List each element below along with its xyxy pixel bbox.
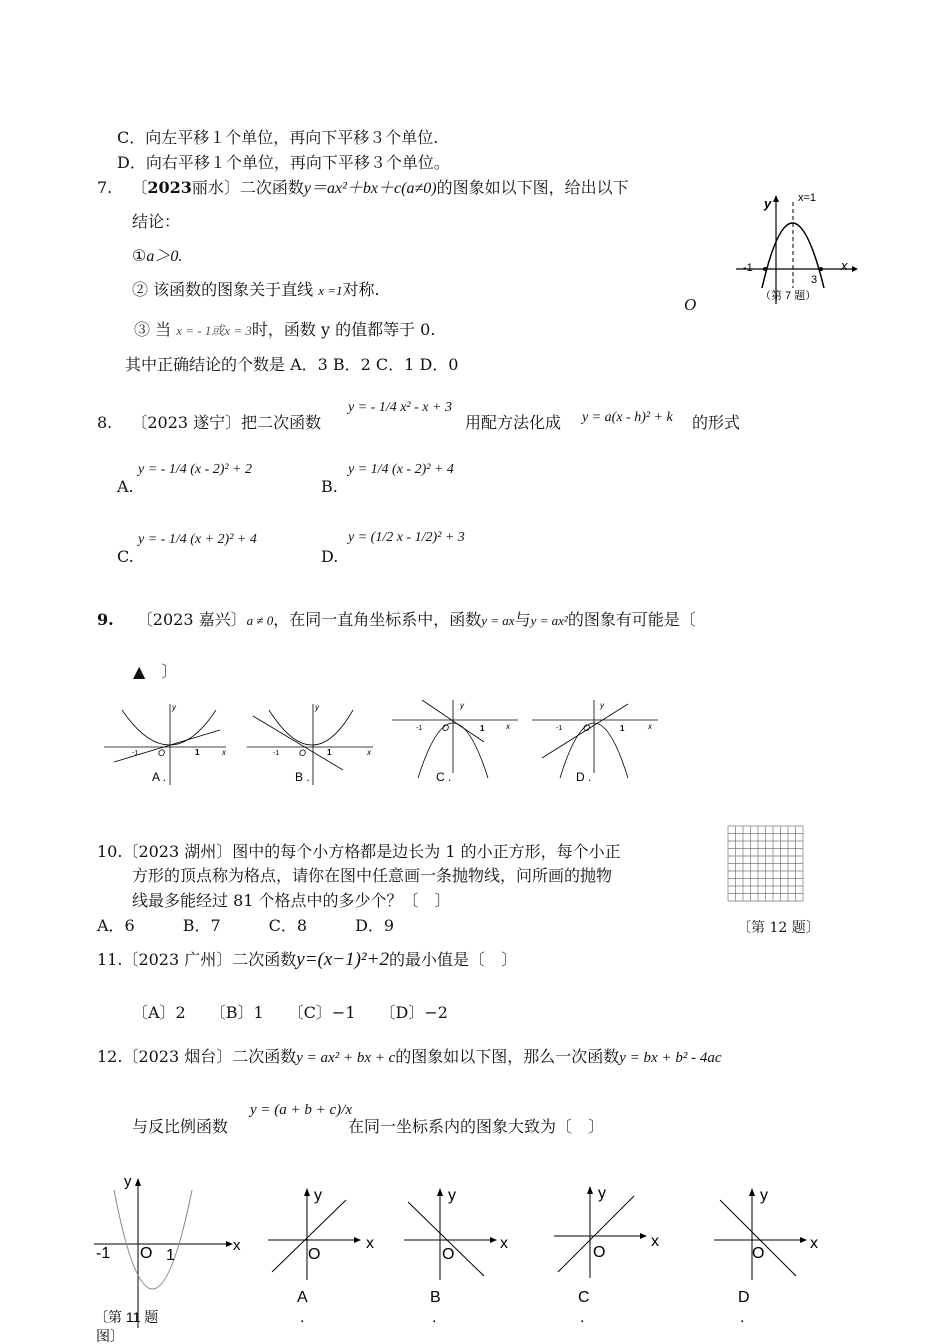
q9-d-y: y (600, 701, 604, 710)
q10-line2: 方形的顶点称为格点，请你在图中任意画一条抛物线，问所画的抛物 (132, 866, 613, 885)
q12-b-line (408, 1202, 484, 1276)
q11-tail: 的最小值是〔 〕 (388, 950, 517, 969)
q7-x-arrow (852, 266, 858, 272)
q8-stem (97, 413, 321, 433)
q12-a-x: x (366, 1235, 374, 1252)
q9-a-label: A . (152, 770, 167, 784)
q12-expr3: y = (a + b + c)/x (250, 1102, 352, 1118)
q12-main-caption2: 图〕 (96, 1328, 124, 1344)
q9-a-parabola (122, 710, 216, 745)
q11-stem (97, 950, 517, 970)
q12-c-dot: . (580, 1309, 585, 1326)
q9-source: 〔2023 嘉兴〕 (136, 610, 247, 629)
q12-a-label: A (297, 1289, 308, 1306)
q12-a-dot: . (300, 1309, 305, 1326)
q9-d-pos: 1 (620, 724, 625, 733)
q9-b-o: O (299, 748, 307, 758)
q9-tail: 的图象有可能是〔 (567, 610, 696, 629)
q12-mid: 的图象如以下图，那么一次函数 (395, 1047, 620, 1066)
q7-axis-label: x=1 (798, 192, 817, 204)
q12-text: 12.〔2023 烟台〕二次函数 (97, 1047, 297, 1066)
q12-d-label: D (738, 1289, 750, 1306)
q9-a-o: O (158, 748, 166, 758)
q8-tail: 的形式 (692, 413, 741, 432)
q7-x-label: x (841, 258, 848, 273)
q12-stem (97, 1047, 722, 1068)
q12-main-y: y (124, 1173, 132, 1190)
q12-main-neg: -1 (96, 1245, 111, 1262)
q12-a-o: O (308, 1246, 321, 1263)
q9-fig-d (528, 698, 663, 790)
q7-c2-expr: x =1 (318, 283, 343, 298)
q7-left-root-label: -1 (743, 262, 753, 274)
q7-final: 其中正确结论的个数是 A．3 B．2 C．1 D．0 (125, 355, 459, 374)
q12-main-figure (92, 1168, 252, 1344)
q8-option-b: y = 1/4 (x - 2)² + 4 (348, 462, 454, 477)
q11-options: 〔A〕2 〔B〕1 〔C〕−1 〔D〕−2 (132, 1003, 448, 1022)
q12-expr2: y = bx + b² - 4ac (619, 1050, 722, 1066)
q11-text: 11.〔2023 广州〕二次函数 (97, 950, 297, 969)
q9-a-line (114, 730, 220, 762)
q9-b-y: y (315, 703, 319, 712)
q7-number: 7. (97, 178, 113, 197)
q8-option-a: y = - 1/4 (x - 2)² + 2 (138, 462, 253, 477)
q12-fig-b (398, 1180, 518, 1340)
q7-y-arrow (773, 195, 779, 202)
q9-c-y: y (460, 701, 464, 710)
q8-option-a-label: A. (117, 477, 134, 496)
q12-b-y: y (448, 1187, 456, 1204)
q7-source-open: 〔 (131, 178, 148, 197)
q7-stem (97, 178, 629, 199)
q9-fig-c (388, 698, 523, 790)
q7-y-label: y (764, 196, 772, 211)
q12-main-parabola (114, 1190, 192, 1289)
q9-a-neg: -1 (132, 750, 139, 757)
q9-d-x: x (648, 722, 652, 731)
q12-main-x: x (233, 1237, 241, 1254)
q9-c-o: O (442, 723, 450, 733)
q7-c3-tail: 时，函数 y 的值都等于 0. (251, 320, 436, 339)
q9-d-o: O (583, 723, 591, 733)
q12-d-line (720, 1200, 796, 1276)
q10-grid-caption: 〔第 12 题〕 (737, 920, 820, 936)
q9-b-pos: 1 (327, 748, 332, 757)
q11-expr: y=(x−1)²+2 (296, 949, 389, 970)
q8-option-b-label: B. (321, 477, 338, 496)
q12-main-caption1: 〔第 11 题 (94, 1309, 159, 1325)
q9-b-x: x (367, 748, 371, 757)
q7-c3-expr: x = - 1或x = 3 (176, 323, 252, 338)
q8-target: y = a(x - h)² + k (582, 410, 673, 425)
q12-line2-pre: 与反比例函数 (132, 1117, 229, 1136)
q9-b-neg: -1 (273, 750, 280, 757)
q7-line2: 结论： (132, 212, 181, 231)
q7-stray-o: O (684, 295, 697, 314)
q7-conclusion-2 (132, 280, 380, 301)
q7-c1-mark: ① (132, 246, 147, 265)
q9-condition: a ≠ 0 (246, 613, 274, 628)
q12-expr1: y = ax² + bx + c (296, 1050, 396, 1066)
q12-d-y: y (760, 1187, 768, 1204)
q9-f1: y = ax (481, 613, 515, 628)
q9-b-line (253, 716, 343, 770)
q10-options: A．6 B．7 C．8 D．9 (97, 916, 395, 935)
q6-option-d: D．向右平移１个单位，再向下平移３个单位。 (117, 153, 450, 172)
q12-fig-a (262, 1180, 382, 1340)
q12-line2-tail: 在同一坐标系内的图象大致为〔 〕 (348, 1117, 605, 1136)
q8-option-c-label: C. (117, 547, 134, 566)
q7-tail: 的图象如以下图，给出以下 (436, 178, 629, 197)
q12-c-label: C (578, 1289, 590, 1306)
q8-option-d-label: D. (321, 547, 339, 566)
q7-parabola-figure (734, 188, 859, 308)
q12-d-o: O (752, 1245, 765, 1262)
q9-a-pos: 1 (195, 748, 200, 757)
q9-a-x: x (222, 748, 226, 757)
q7-right-root-label: 3 (811, 274, 818, 286)
q9-c-pos: 1 (480, 724, 485, 733)
q7-root-left (763, 267, 767, 271)
q10-grid-figure (726, 824, 804, 908)
q7-source: 丽水〕二次函数 (191, 178, 304, 197)
q9-f2: y = ax² (530, 613, 568, 628)
q7-c2-tail: 对称. (342, 280, 380, 299)
q9-and: 与 (514, 610, 531, 629)
q12-d-x: x (810, 1235, 818, 1252)
q9-stem (97, 610, 696, 631)
q9-b-parabola (269, 710, 353, 745)
q12-main-o: O (140, 1245, 153, 1262)
q9-c-x: x (506, 722, 510, 731)
q9-line2: ▲ 〕 (133, 662, 178, 681)
q8-number: 8. (97, 413, 113, 432)
q12-fig-c (550, 1178, 670, 1340)
q6-option-c: C．向左平移１个单位，再向下平移３个单位. (117, 128, 439, 147)
q9-a-y: y (172, 703, 176, 712)
q12-c-y: y (598, 1185, 606, 1202)
q9-d-label: D . (576, 770, 592, 784)
q9-fig-b (243, 700, 378, 790)
q7-conclusion-3 (134, 320, 435, 341)
q9-d-neg: -1 (556, 725, 563, 732)
q9-number: 9. (97, 610, 114, 629)
q7-c3-text: ③ 当 (134, 320, 172, 339)
q12-a-y: y (314, 1187, 322, 1204)
q12-b-dot: . (432, 1309, 437, 1326)
q10-line3: 线最多能经过 81 个格点中的多少个？〔 〕 (132, 891, 451, 910)
q7-conclusion-1 (132, 246, 182, 267)
q7-c2-text: ② 该函数的图象关于直线 (132, 280, 314, 299)
q12-b-label: B (430, 1289, 441, 1306)
q12-fig-d (710, 1180, 830, 1340)
q12-main-pos: 1 (166, 1247, 175, 1264)
q10-line1: 10.〔2023 湖州〕图中的每个小方格都是边长为 1 的小正方形，每个小正 (97, 842, 621, 861)
q12-d-dot: . (740, 1309, 745, 1326)
q7-root-right (819, 267, 823, 271)
q7-formula: y＝ax²＋bx＋c(a≠0) (303, 180, 437, 197)
q7-c1-expr: a＞0. (146, 248, 183, 265)
q9-c-neg: -1 (416, 725, 423, 732)
q8-expr-text: y = - 1/4 x² - x + 3 (348, 400, 452, 415)
q12-b-x: x (500, 1235, 508, 1252)
q9-c-label: C . (436, 770, 452, 784)
q8-option-d: y = (1/2 x - 1/2)² + 3 (348, 530, 465, 545)
q8-mid: 用配方法化成 (465, 413, 562, 432)
q9-fig-a (100, 700, 230, 790)
q8-expr (348, 398, 452, 418)
q12-c-x: x (651, 1233, 659, 1250)
q12-b-o: O (442, 1246, 455, 1263)
q8-option-c: y = - 1/4 (x + 2)² + 4 (138, 532, 257, 547)
q9-b-label: B . (295, 770, 310, 784)
q7-year: 2023 (147, 178, 192, 197)
q12-c-o: O (593, 1244, 606, 1261)
q7-caption: （第 7 题） (760, 290, 817, 302)
q9-mid: ，在同一直角坐标系中，函数 (273, 610, 482, 629)
q8-source: 〔2023 遂宁〕把二次函数 (131, 413, 322, 432)
